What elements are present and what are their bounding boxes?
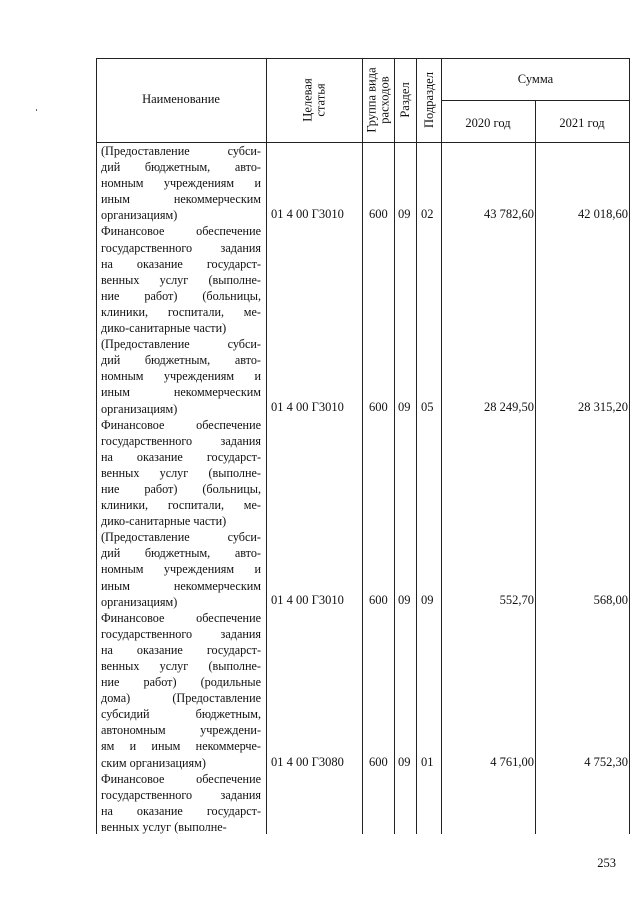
row-3-subsection: 09 bbox=[421, 593, 434, 607]
name-line: (Предоставление субси- bbox=[101, 530, 261, 545]
budget-table bbox=[96, 58, 630, 834]
name-line: дий бюджетным, авто- bbox=[101, 546, 261, 561]
name-line: автономным учреждени- bbox=[101, 723, 261, 738]
name-line: организациям) bbox=[101, 594, 178, 609]
row-2-2020: 28 249,50 bbox=[484, 400, 534, 414]
col-divider-1 bbox=[266, 58, 267, 834]
header-group: Группа вида расходов bbox=[364, 67, 391, 133]
name-line: номным учреждениям и bbox=[101, 369, 261, 384]
row-4-2021: 4 752,30 bbox=[584, 755, 628, 769]
row-2-group: 600 bbox=[369, 400, 388, 414]
col-divider-6 bbox=[535, 100, 536, 834]
row-4-target: 01 4 00 Г3080 bbox=[271, 755, 344, 769]
row-3-2021: 568,00 bbox=[593, 593, 628, 607]
name-line: Финансовое обеспечение bbox=[101, 771, 261, 786]
row-3-target: 01 4 00 Г3010 bbox=[271, 593, 344, 607]
name-line: Финансовое обеспечение bbox=[101, 224, 261, 239]
name-line: на оказание государст- bbox=[101, 642, 261, 657]
name-line: номным учреждениям и bbox=[101, 562, 261, 577]
header-sum: Сумма bbox=[517, 72, 554, 86]
name-line: субсидий бюджетным, bbox=[101, 707, 261, 722]
row-4-section: 09 bbox=[398, 755, 411, 769]
row-2-subsection: 05 bbox=[421, 400, 434, 414]
name-line: (Предоставление субси- bbox=[101, 144, 261, 158]
row-2-section: 09 bbox=[398, 400, 411, 414]
name-line: клиники, госпитали, ме- bbox=[101, 498, 261, 513]
name-line: дома) (Предоставление bbox=[101, 691, 261, 706]
table-right-border bbox=[629, 58, 630, 834]
header-section: Раздел bbox=[397, 82, 412, 118]
name-line: дий бюджетным, авто- bbox=[101, 353, 261, 368]
header-year-2021: 2021 год bbox=[559, 116, 605, 130]
row-1-target: 01 4 00 Г3010 bbox=[271, 207, 344, 221]
name-line: иным некоммерческим bbox=[101, 578, 261, 593]
name-line: иным некоммерческим bbox=[101, 192, 261, 207]
name-line: (Предоставление субси- bbox=[101, 337, 261, 352]
row-4-subsection: 01 bbox=[421, 755, 434, 769]
row-3-section: 09 bbox=[398, 593, 411, 607]
row-1-group: 600 bbox=[369, 207, 388, 221]
name-line: клиники, госпитали, ме- bbox=[101, 304, 261, 319]
table-top-border bbox=[96, 58, 630, 59]
name-line: ние работ) (родильные bbox=[101, 675, 261, 690]
name-line: венных услуг (выполне- bbox=[101, 659, 261, 673]
name-line: государственного задания bbox=[101, 433, 261, 448]
header-subsection: Подраздел bbox=[421, 72, 436, 128]
name-line: ям и иным некоммерче- bbox=[101, 739, 261, 754]
name-line: организациям) bbox=[101, 208, 178, 223]
name-line: на оказание государст- bbox=[101, 256, 261, 271]
row-2-target: 01 4 00 Г3010 bbox=[271, 400, 344, 414]
name-line: дико-санитарные части) bbox=[101, 321, 227, 336]
table-left-border bbox=[96, 58, 97, 834]
name-line: государственного задания bbox=[101, 787, 261, 802]
name-line: номным учреждениям и bbox=[101, 176, 261, 191]
header-target: Целевая статья bbox=[300, 78, 327, 122]
row-4-2020: 4 761,00 bbox=[490, 755, 534, 769]
col-divider-3 bbox=[394, 58, 395, 834]
row-3-group: 600 bbox=[369, 593, 388, 607]
name-line: дий бюджетным, авто- bbox=[101, 160, 261, 175]
col-divider-2 bbox=[362, 58, 363, 834]
name-line: государственного задания bbox=[101, 626, 261, 641]
name-line: Финансовое обеспечение bbox=[101, 417, 261, 432]
col-divider-4 bbox=[416, 58, 417, 834]
name-column-text bbox=[101, 143, 261, 835]
name-line: ским организациям) bbox=[101, 755, 206, 770]
row-1-2020: 43 782,60 bbox=[484, 207, 534, 221]
page-number: 253 bbox=[597, 856, 616, 870]
row-2-2021: 28 315,20 bbox=[578, 400, 628, 414]
name-line: государственного задания bbox=[101, 240, 261, 255]
name-line: венных услуг (выполне- bbox=[101, 272, 261, 287]
row-1-2021: 42 018,60 bbox=[578, 207, 628, 221]
name-line: дико-санитарные части) bbox=[101, 514, 227, 529]
header-year-2020: 2020 год bbox=[465, 116, 511, 130]
name-line: венных услуг (выполне- bbox=[101, 819, 227, 834]
name-line: иным некоммерческим bbox=[101, 385, 261, 400]
name-line: организациям) bbox=[101, 401, 178, 416]
name-line: на оказание государст- bbox=[101, 803, 261, 818]
name-line: ние работ) (больницы, bbox=[101, 481, 261, 496]
row-4-group: 600 bbox=[369, 755, 388, 769]
header-name: Наименование bbox=[142, 92, 220, 106]
name-line: Финансовое обеспечение bbox=[101, 610, 261, 625]
col-divider-5 bbox=[441, 58, 442, 834]
name-line: венных услуг (выполне- bbox=[101, 465, 261, 480]
row-1-section: 09 bbox=[398, 207, 411, 221]
name-line: на оказание государст- bbox=[101, 449, 261, 464]
row-3-2020: 552,70 bbox=[499, 593, 534, 607]
name-line: ние работ) (больницы, bbox=[101, 288, 261, 303]
row-1-subsection: 02 bbox=[421, 207, 434, 221]
scan-mark bbox=[36, 109, 37, 111]
